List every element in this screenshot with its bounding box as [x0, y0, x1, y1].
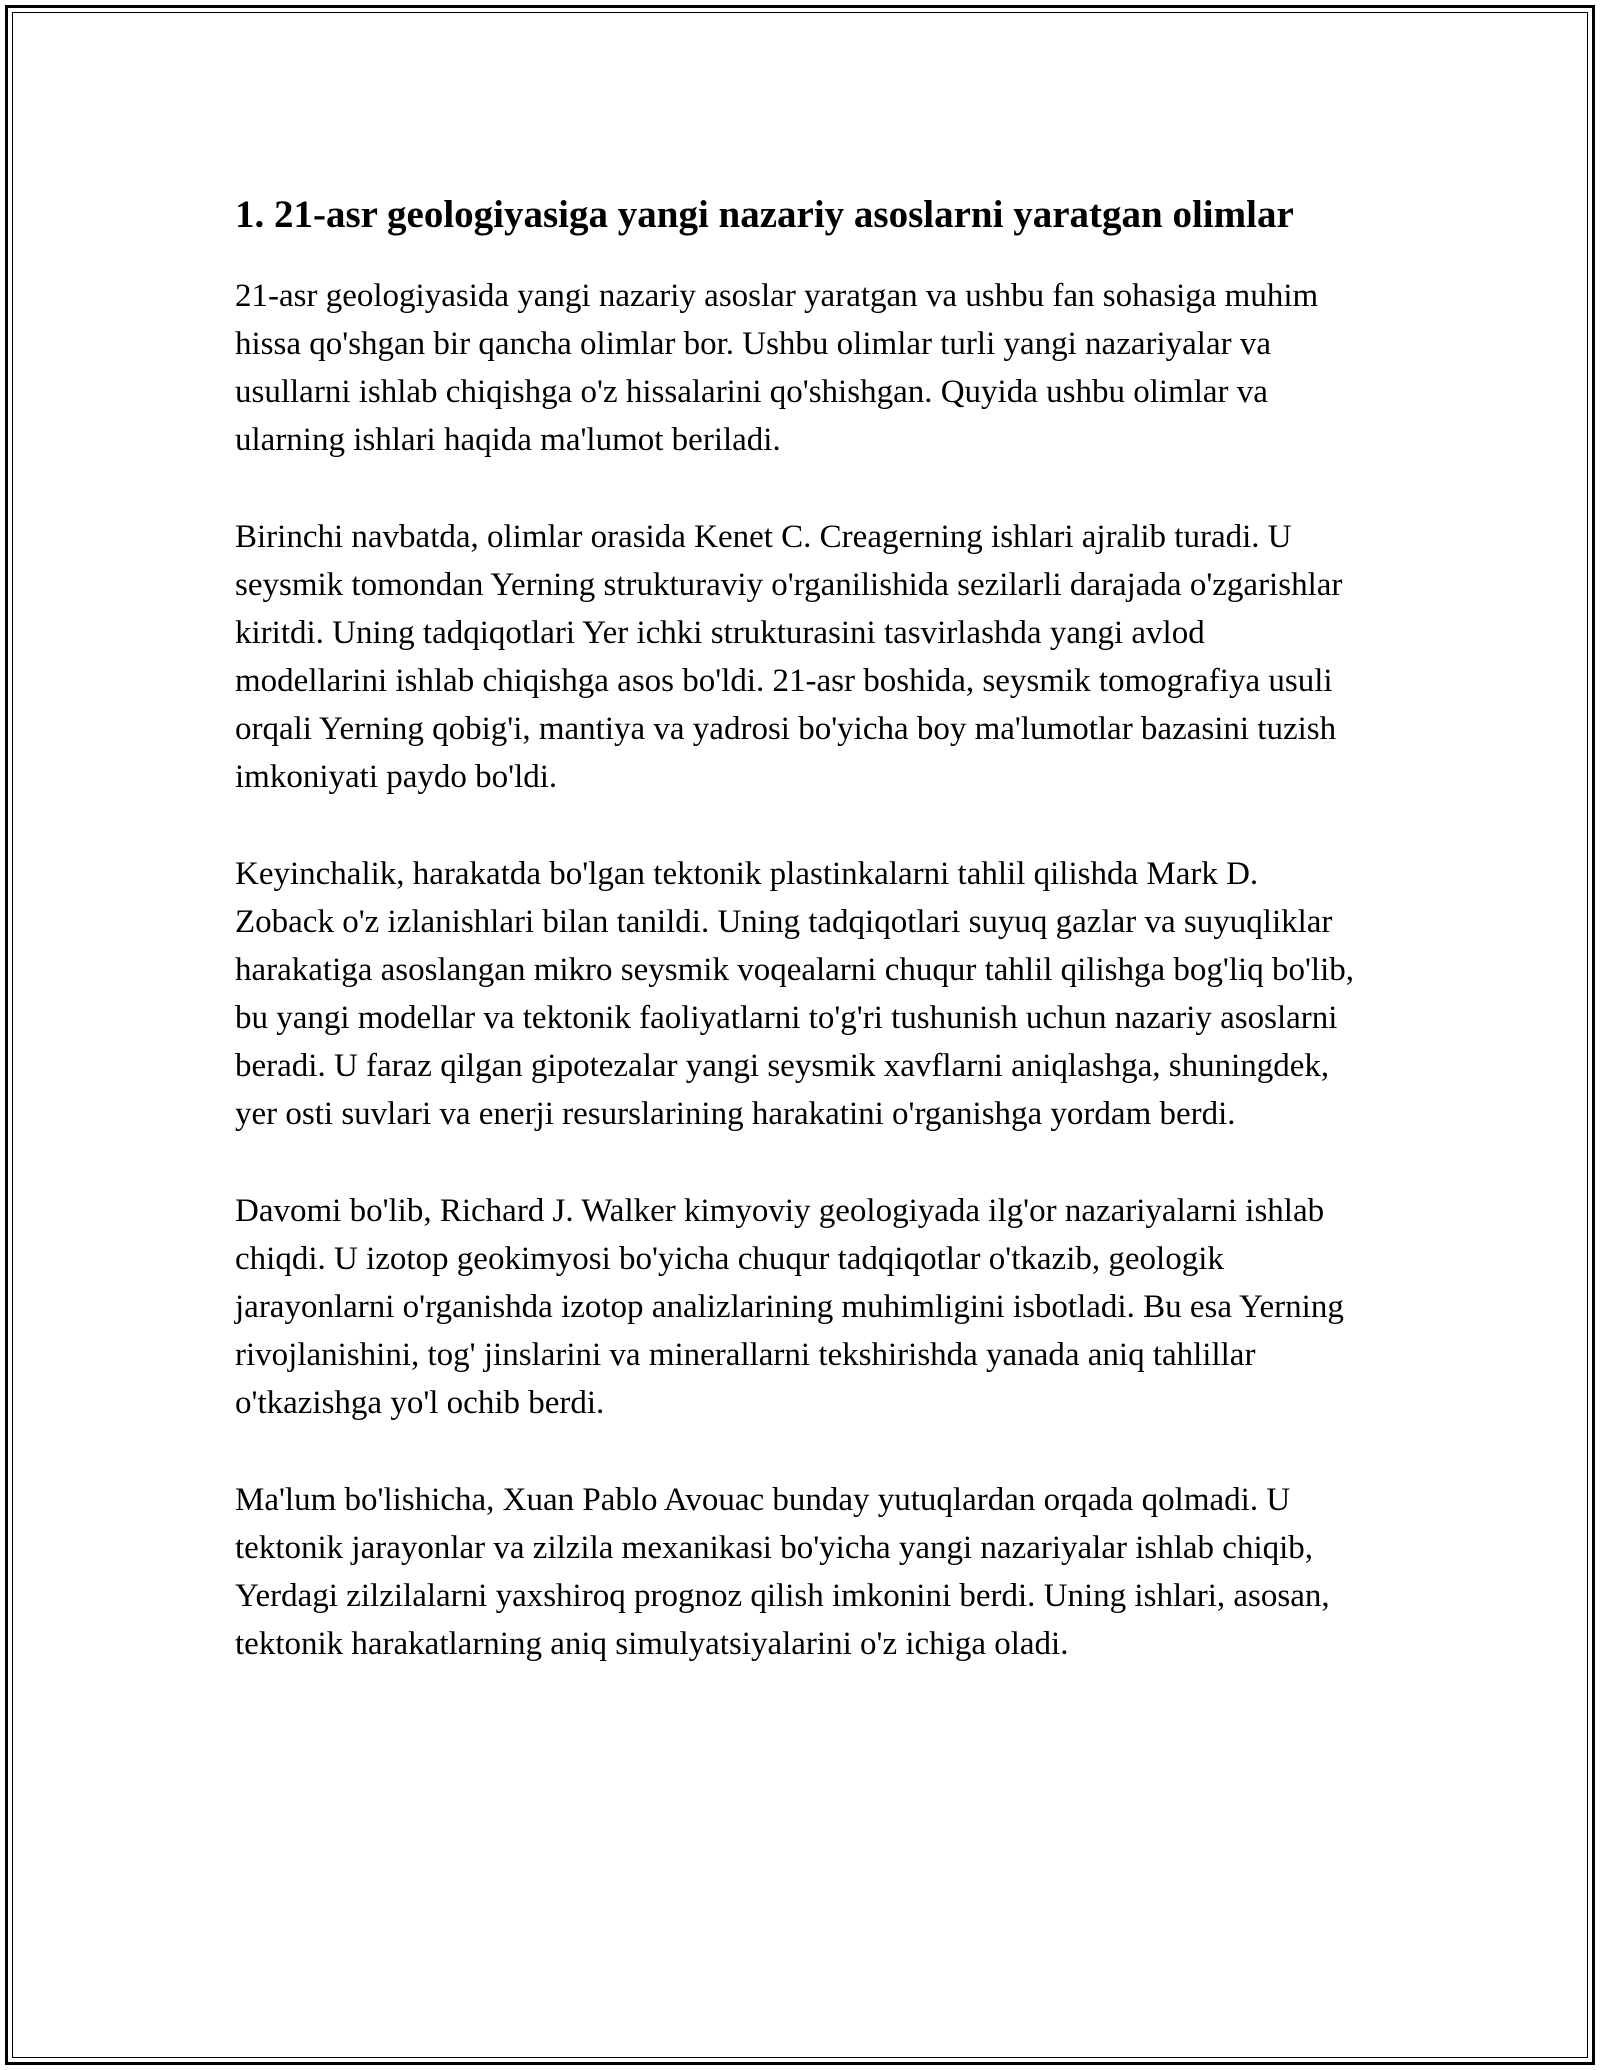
paragraph-intro: 21-asr geologiyasida yangi nazariy asoslar yaratgan va ushbu fan sohasiga muhim hissa qo'shgan bir qancha olimlar bor. Ushbu olimlar turli yangi nazariyalar va usullarni ishlab chiqishga o'z hissalarini qo'shishgan. Quyida ushbu olimlar va ularning ishlari haqida ma'lumot beriladi.: [235, 278, 1319, 458]
paragraph-creager: Birinchi navbatda, olimlar orasida Kenet C. Creagerning ishlari ajralib turadi. U seysmik tomondan Yerning strukturaviy o'rganilishida sezilarli darajada o'zgarishlar kiritdi. Uning tadqiqotlari Yer ichki strukturasini tasvirlashda yangi avlod modellarini ishlab chiqishga asos bo'ldi. 21-asr boshida, seysmik tomografiya usuli orqali Yerning qobig'i, mantiya va yadrosi bo'yicha boy ma'lumotlar bazasini tuzish imkoniyati paydo bo'ldi.: [235, 519, 1343, 795]
section-title: 1. 21-asr geologiyasiga yangi nazariy asoslarni yaratgan olimlar: [235, 193, 1294, 236]
paragraph-walker: Davomi bo'lib, Richard J. Walker kimyoviy geologiyada ilg'or nazariyalarni ishlab chiqdi. U izotop geokimyosi bo'yicha chuqur tadqiqotlar o'tkazib, geologik jarayonlarni o'rganishda izotop analizlarining muhimligini isbotladi. Bu esa Yerning rivojlanishini, tog' jinslarini va minerallarni tekshirishda yanada aniq tahlillar o'tkazishga yo'l ochib berdi.: [235, 1193, 1344, 1421]
paragraph-avouac: Ma'lum bo'lishicha, Xuan Pablo Avouac bunday yutuqlardan orqada qolmadi. U tektonik jarayonlar va zilzila mexanikasi bo'yicha yangi nazariyalar ishlab chiqib, Yerdagi zilzilalarni yaxshiroq prognoz qilish imkonini berdi. Uning ishlari, asosan, tektonik harakatlarning aniq simulyatsiyalarini o'z ichiga oladi.: [235, 1482, 1330, 1662]
paragraph-zoback: Keyinchalik, harakatda bo'lgan tektonik plastinkalarni tahlil qilishda Mark D. Zoback o'z izlanishlari bilan tanildi. Uning tadqiqotlari suyuq gazlar va suyuqliklar harakatiga asoslangan mikro seysmik voqealarni chuqur tahlil qilishga bog'liq bo'lib, bu yangi modellar va tektonik faoliyatlarni to'g'ri tushunish uchun nazariy asoslarni beradi. U faraz qilgan gipotezalar yangi seysmik xavflarni aniqlashga, shuningdek, yer osti suvlari va enerji resurslarining harakatini o'rganishga yordam berdi.: [235, 856, 1354, 1132]
document-body: [235, 188, 1365, 1668]
